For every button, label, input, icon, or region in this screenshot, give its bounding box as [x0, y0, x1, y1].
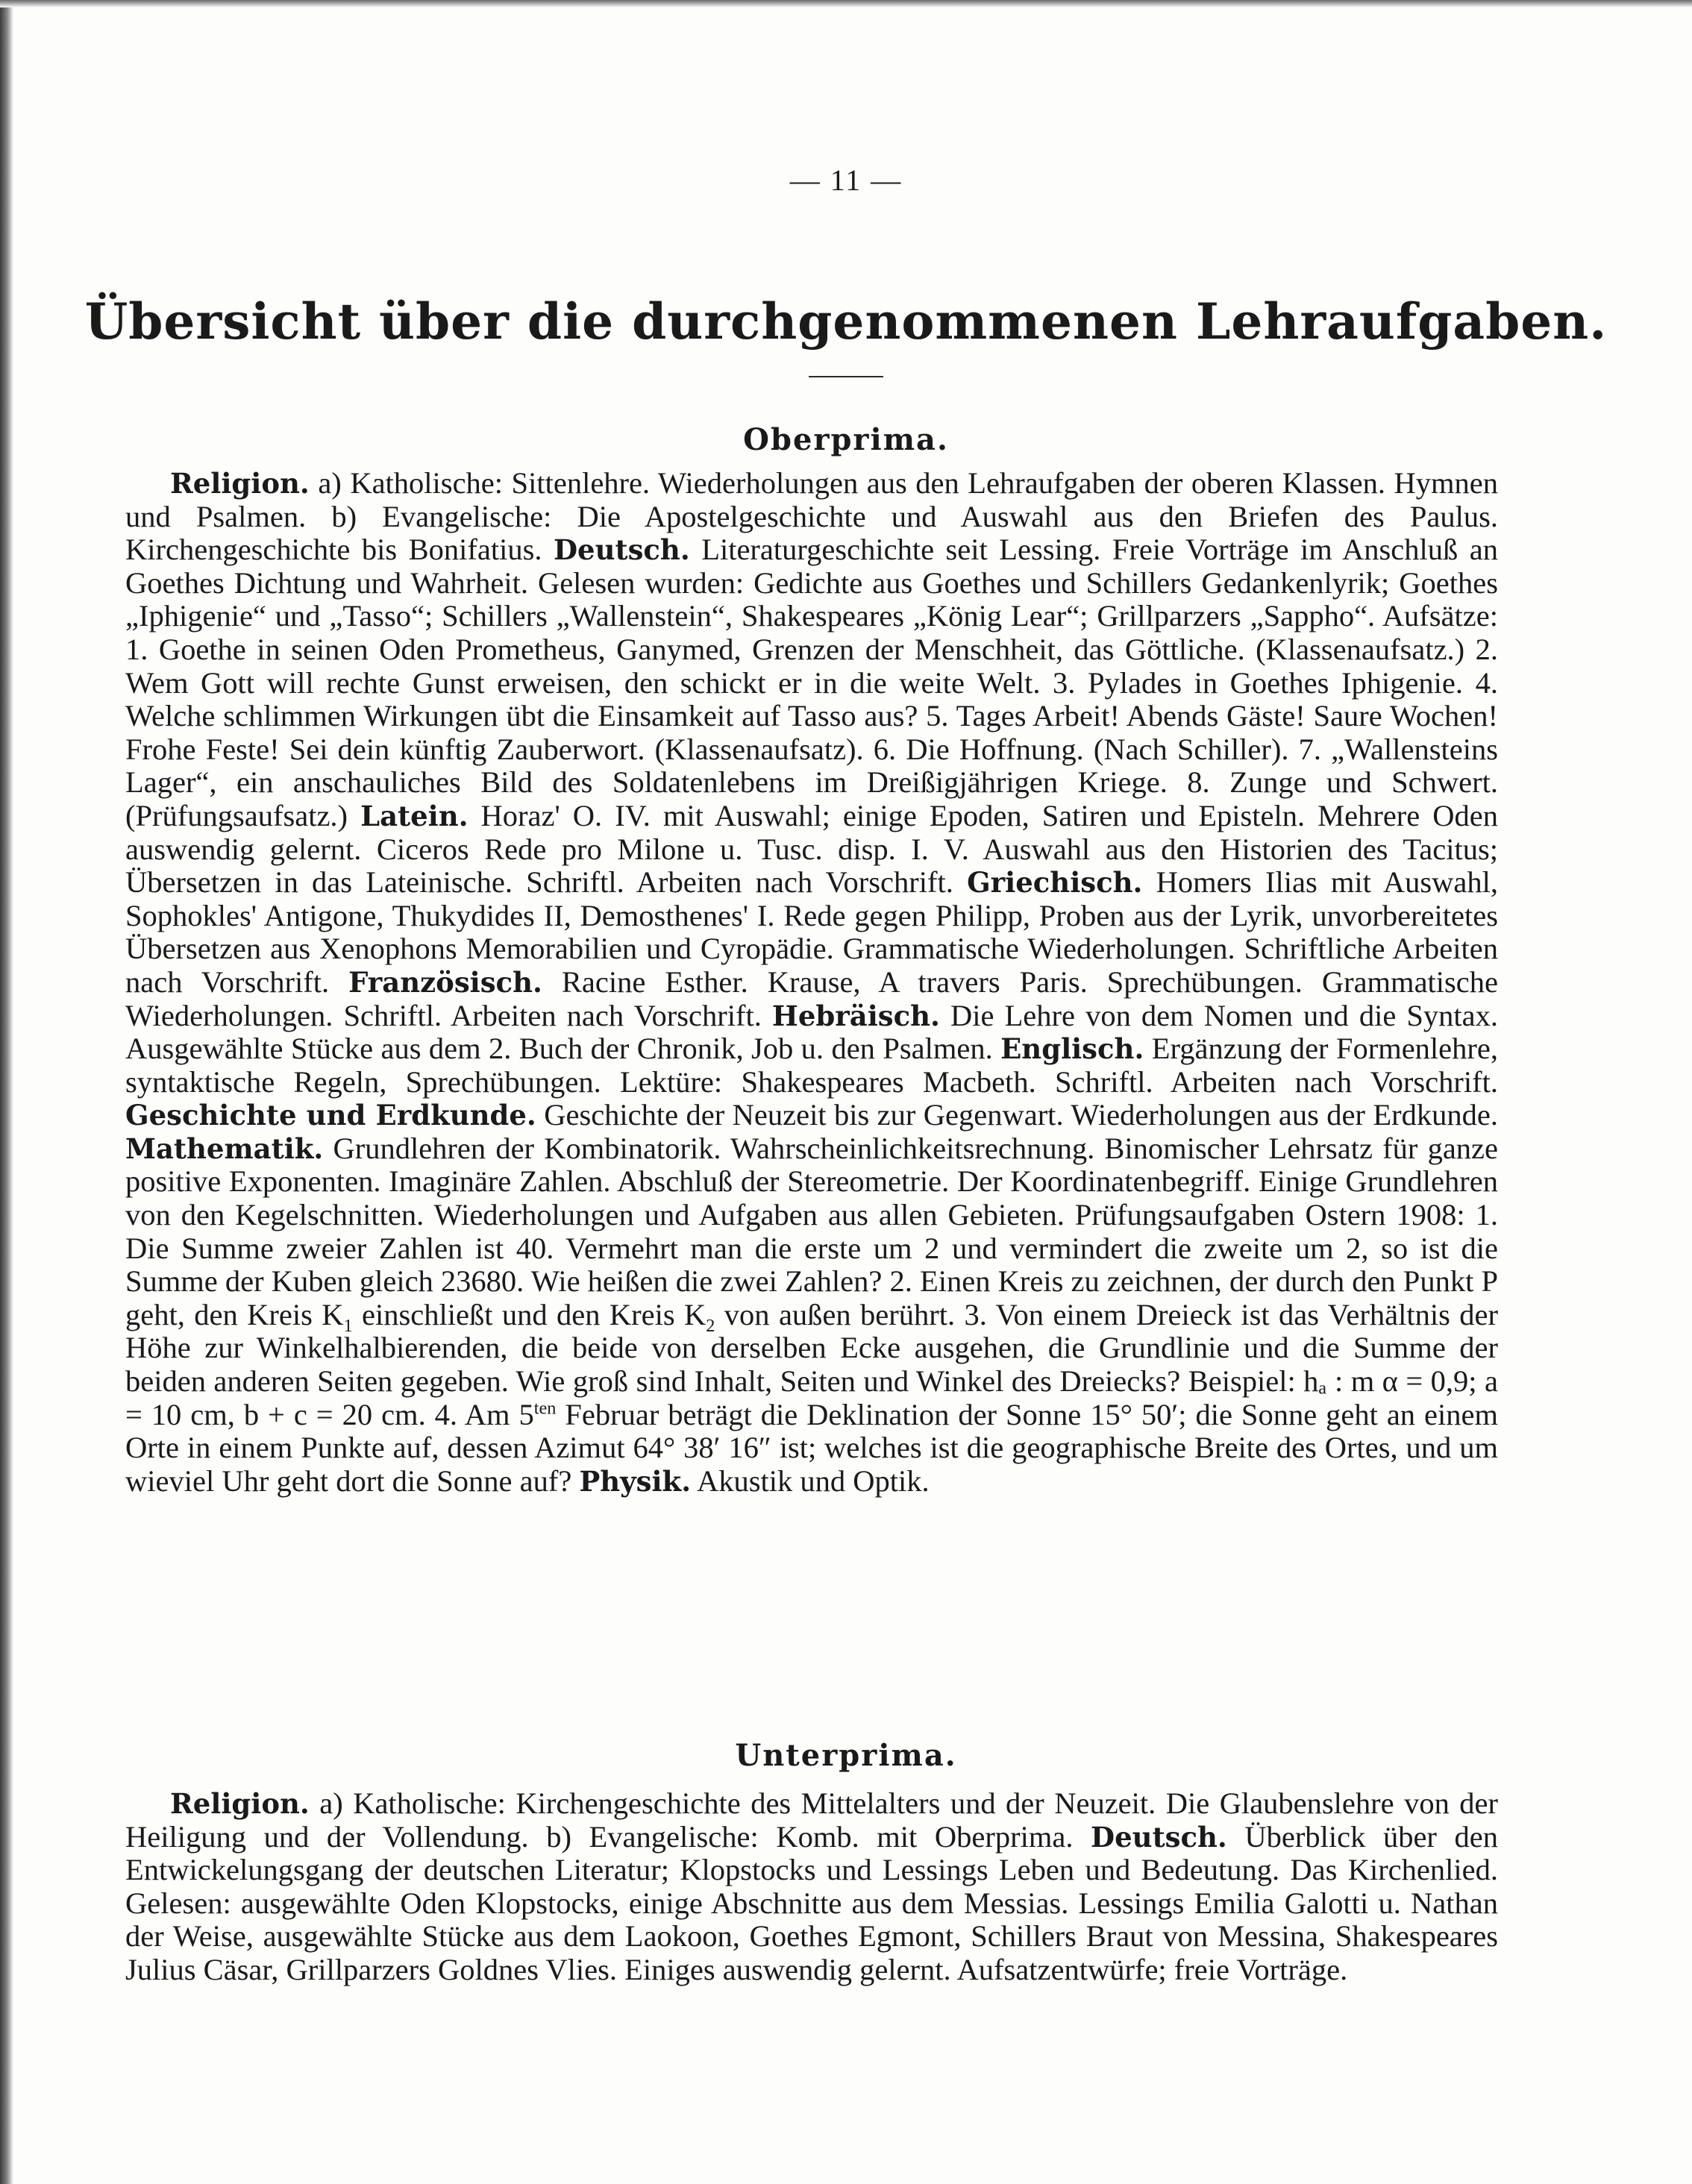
section-heading-unterprima: Unterprima. [735, 1738, 957, 1773]
k2-subscript: 2 [706, 1315, 715, 1336]
subject-religion: Religion. [170, 467, 310, 500]
oberprima-latein-text: Horaz' O. IV. mit Auswahl; einige Epoden, Satiren und Episteln. Mehrere Oden auswendig gelernt. Ciceros Rede pro Milone u. Tusc. disp. I. V. Auswahl aus den Historien des Tacitus; Übersetzen in das Lateinische. Schriftl. Arbeiten nach Vorschrift. [125, 798, 1498, 900]
ten-superscript: ten [533, 1398, 557, 1419]
oberprima-mathematik-text-3: von außen berührt. 3. Von einem Dreieck ist das Verhältnis der Höhe zur Winkelhalbierenden, die beide von derselben Ecke ausgehen, die Grundlinie und die Summe der beiden anderen Seiten gegeben. Wie groß sind Inhalt, Seiten und Winkel des Dreiecks? Beispiel: hₐ : m α = 0,9; a = 10 cm, b + c = 20 cm. 4. Am 5 [125, 1297, 1498, 1431]
oberprima-mathematik-text: Grundlehren der Kombinatorik. Wahrscheinlichkeitsrechnung. Binomischer Lehrsatz für ganze positive Exponenten. Imaginäre Zahlen. Abschluß der Stereometrie. Der Koordinatenbegriff. Einige Grundlehren von den Kegelschnitten. Wiederholungen und Aufgaben aus allen Gebieten. Prüfungsaufgaben Ostern 1908: 1. Die Summe zweier Zahlen ist 40. Vermehrt man die erste um 2 und vermindert die zweite um 2, so ist die Summe der Kuben gleich 23680. Wie heißen die zwei Zahlen? 2. Einen Kreis zu zeichnen, der durch den Punkt P geht, den Kreis K [125, 1131, 1498, 1331]
subject-franzoesisch: Französisch. [348, 965, 542, 999]
title-divider [809, 376, 883, 377]
k1-subscript: 1 [343, 1315, 353, 1336]
oberprima-hebraeisch-text: Die Lehre von dem Nomen und die Syntax. Ausgewählte Stücke aus dem 2. Buch der Chronik, Job u. den Psalmen. [125, 998, 1498, 1066]
subject-hebraeisch: Hebräisch. [771, 999, 940, 1032]
unterprima-religion-text: a) Katholische: Kirchengeschichte des Mittelalters und der Neuzeit. Die Glaubenslehre von der Heiligung und der Vollendung. b) Evangelische: Komb. mit Oberprima. [125, 1786, 1498, 1854]
subject-religion-unterprima: Religion. [170, 1787, 310, 1820]
oberprima-deutsch-text: Literaturgeschichte seit Lessing. Freie Vorträge im Anschluß an Goethes Dichtung und Wahrheit. Gelesen wurden: Gedichte aus Goethes und Schillers Gedankenlyrik; Goethes „Iphigenie“ und „Tasso“; Schillers „Wallenstein“, Shakespeares „König Lear“; Grillparzers „Sappho“. Aufsätze: 1. Goethe in seinen Oden Prometheus, Ganymed, Grenzen der Menschheit, das Göttliche. (Klassenaufsatz.) 2. Wem Gott will rechte Gunst erweisen, den schickt er in die weite Welt. 3. Pylades in Goethes Iphigenie. 4. Welche schlimmen Wirkungen übt die Einsamkeit auf Tasso aus? 5. Tages Arbeit! Abends Gäste! Saure Wochen! Frohe Feste! Sei dein künftig Zauberwort. (Klassenaufsatz). 6. Die Hoffnung. (Nach Schiller). 7. „Wallensteins Lager“, ein anschauliches Bild des Soldatenlebens im Dreißigjährigen Kriege. 8. Zunge und Schwert. (Prüfungsaufsatz.) [125, 533, 1498, 832]
oberprima-mathematik-text-2: einschließt und den Kreis K [352, 1297, 706, 1331]
section-heading-oberprima: Oberprima. [743, 422, 949, 457]
page-title: Übersicht über die durchgenommenen Lehraufgaben. [84, 292, 1608, 351]
oberprima-religion-text: a) Katholische: Sittenlehre. Wiederholungen aus den Lehraufgaben der oberen Klassen. Hymnen und Psalmen. b) Evangelische: Die Apostelgeschichte und Auswahl aus den Briefen des Paulus. Kirchengeschichte bis Bonifatius. [125, 466, 1498, 567]
subject-englisch: Englisch. [1000, 1032, 1144, 1066]
unterprima-deutsch-text: Überblick über den Entwickelungsgang der deutschen Literatur; Klopstocks und Lessings Leben und Bedeutung. Das Kirchenlied. Gelesen: ausgewählte Oden Klopstocks, einige Abschnitte aus dem Messias. Lessings Emilia Galotti u. Nathan der Weise, ausgewählte Stücke aus dem Laokoon, Goethes Egmont, Schillers Braut von Messina, Shakespeares Julius Cäsar, Grillparzers Goldnes Vlies. Einiges auswendig gelernt. Aufsatzentwürfe; freie Vorträge. [125, 1819, 1498, 1986]
oberprima-griechisch-text: Homers Ilias mit Auswahl, Sophokles' Antigone, Thukydides II, Demosthenes' I. Rede gegen Philipp, Proben aus der Lyrik, unvorbereitetes Übersetzen aus Xenophons Memorabilien und Cyropädie. Grammatische Wiederholungen. Schriftliche Arbeiten nach Vorschrift. [125, 865, 1498, 999]
oberprima-geschichte-text: Geschichte der Neuzeit bis zur Gegenwart. Wiederholungen aus der Erdkunde. [536, 1098, 1499, 1132]
page-number: — 11 — [789, 163, 903, 197]
subject-geschichte: Geschichte und Erdkunde. [125, 1099, 536, 1132]
oberprima-englisch-text: Ergänzung der Formenlehre, syntaktische Regeln, Sprechübungen. Lektüre: Shakespeares Macbeth. Schriftl. Arbeiten nach Vorschrift. [125, 1032, 1498, 1099]
oberprima-physik-text: Akustik und Optik. [691, 1463, 930, 1498]
oberprima-franzoesisch-text: Racine Esther. Krause, A travers Paris. Sprechübungen. Grammatische Wiederholungen. Schriftl. Arbeiten nach Vorschrift. [125, 964, 1499, 1032]
oberprima-paragraph [125, 467, 1498, 1498]
subject-physik: Physik. [579, 1464, 692, 1498]
subject-deutsch-unterprima: Deutsch. [1091, 1820, 1227, 1854]
unterprima-paragraph [125, 1787, 1498, 1987]
subject-latein: Latein. [360, 799, 469, 832]
subject-mathematik: Mathematik. [125, 1132, 324, 1165]
page-top-shadow [0, 0, 1692, 7]
subject-griechisch: Griechisch. [967, 866, 1143, 900]
subject-deutsch: Deutsch. [553, 533, 690, 567]
oberprima-mathematik-text-4: Februar beträgt die Deklination der Sonne 15° 50′; die Sonne geht an einem Orte in einem Punkte auf, dessen Azimut 64° 38′ 16″ ist; welches ist die geographische Breite des Ortes, und um wieviel Uhr geht dort die Sonne auf? [125, 1397, 1498, 1498]
